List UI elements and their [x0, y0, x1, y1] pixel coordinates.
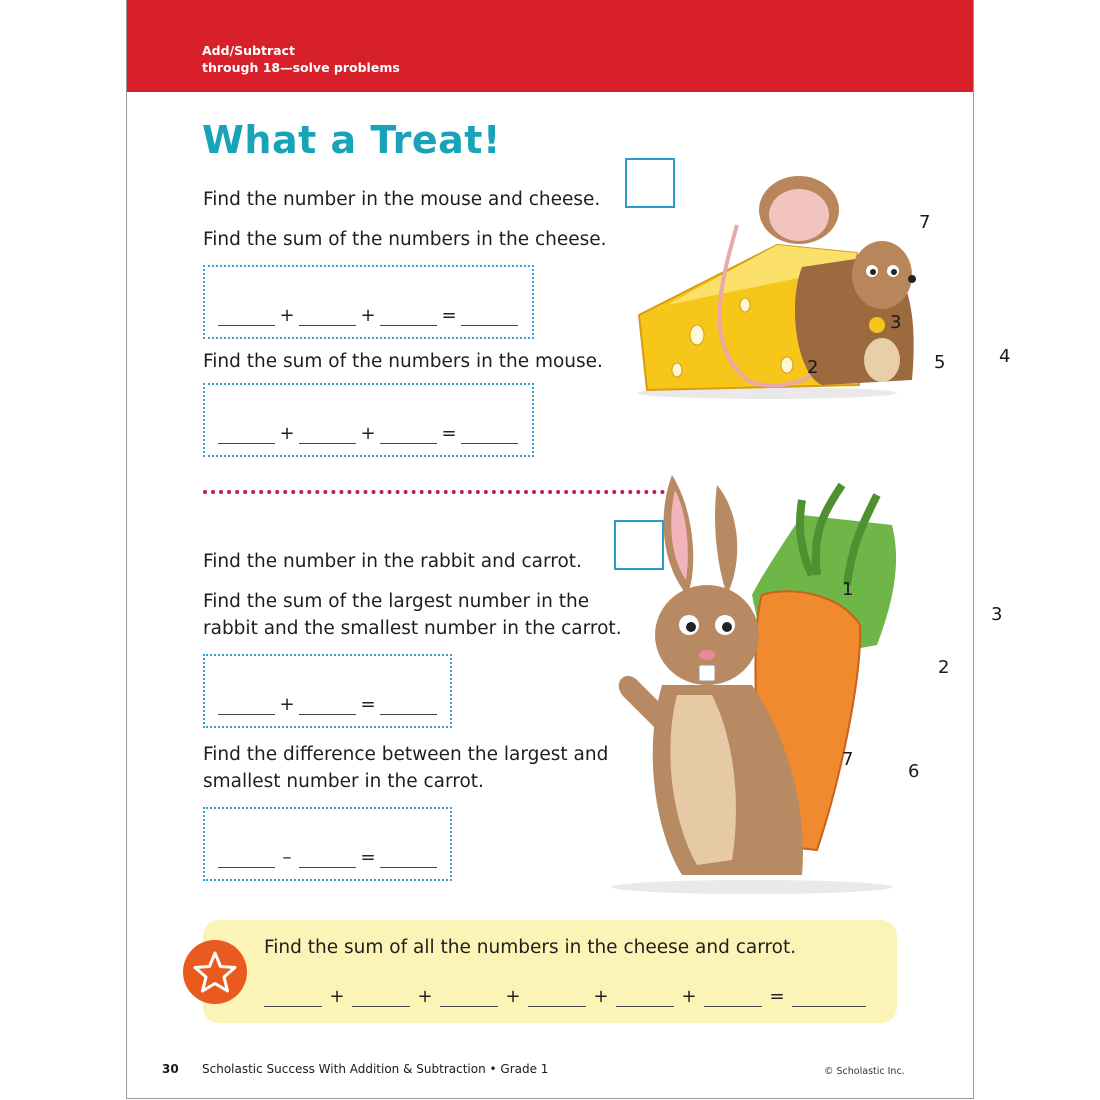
cheese-sum-equation [218, 305, 518, 326]
answer-blank[interactable] [380, 694, 437, 715]
answer-blank[interactable] [380, 423, 437, 444]
answer-blank[interactable] [616, 986, 674, 1007]
mouse-sum-equation-box [203, 383, 534, 457]
answer-blank[interactable] [461, 423, 518, 444]
question-line: Find the sum of the largest number in the [203, 591, 590, 612]
book-title: Scholastic Success With Addition & Subtraction • Grade 1 [202, 1062, 549, 1076]
question-line: smallest number in the carrot. [203, 771, 484, 792]
question-rabbit-carrot-sum [203, 588, 622, 642]
answer-blank[interactable] [299, 305, 356, 326]
page-number: 30 [162, 1062, 179, 1076]
question-line: rabbit and the smallest number in the carrot. [203, 618, 622, 639]
mouse-belly [864, 338, 900, 382]
operator: = [360, 694, 376, 715]
challenge-question: Find the sum of all the numbers in the cheese and carrot. [264, 937, 797, 958]
operator: = [441, 305, 457, 326]
mouse-head [852, 241, 912, 309]
copyright: © Scholastic Inc. [824, 1066, 905, 1077]
challenge-badge [183, 940, 247, 1004]
answer-blank[interactable] [299, 847, 356, 868]
cheese-crumb [869, 317, 885, 333]
number-label: 3 [991, 604, 1003, 625]
challenge-equation [264, 986, 866, 1007]
answer-blank[interactable] [528, 986, 586, 1007]
answer-blank[interactable] [380, 847, 437, 868]
number-label: 3 [890, 312, 902, 333]
operator: = [360, 847, 376, 868]
operator: + [329, 986, 345, 1007]
answer-blank[interactable] [218, 694, 275, 715]
shadow [612, 880, 892, 894]
answer-blank[interactable] [792, 986, 866, 1007]
star-icon [183, 940, 247, 1004]
answer-blank[interactable] [380, 305, 437, 326]
challenge-panel [203, 920, 897, 1023]
number-label: 4 [999, 346, 1011, 367]
operator: + [417, 986, 433, 1007]
number-label: 6 [908, 761, 920, 782]
number-label: 5 [934, 352, 946, 373]
operator: + [279, 305, 295, 326]
mouse-cheese-illustration [627, 175, 1011, 410]
answer-blank[interactable] [218, 847, 275, 868]
question-line: Find the difference between the largest and [203, 744, 609, 765]
page-title: What a Treat! [202, 118, 501, 162]
operator: + [681, 986, 697, 1007]
number-label: 7 [919, 212, 931, 233]
answer-blank[interactable] [440, 986, 498, 1007]
answer-blank[interactable] [352, 986, 410, 1007]
answer-blank[interactable] [299, 694, 356, 715]
rabbit-ear-right [715, 485, 737, 595]
answer-blank[interactable] [218, 305, 275, 326]
question-mouse-cheese-number: Find the number in the mouse and cheese. [203, 189, 601, 210]
answer-blank[interactable] [264, 986, 322, 1007]
number-label: 1 [842, 579, 854, 600]
operator: + [279, 694, 295, 715]
skill-label-line2: through 18—solve problems [202, 60, 400, 75]
operator: + [279, 423, 295, 444]
number-label: 2 [938, 657, 950, 678]
operator: + [593, 986, 609, 1007]
answer-blank[interactable] [299, 423, 356, 444]
skill-label-line1: Add/Subtract [202, 43, 295, 58]
carrot-difference-equation-box [203, 807, 452, 881]
operator: = [769, 986, 785, 1007]
number-label: 7 [842, 749, 854, 770]
operator: + [505, 986, 521, 1007]
question-mouse-sum: Find the sum of the numbers in the mouse. [203, 351, 603, 372]
operator: + [360, 305, 376, 326]
carrot-difference-equation [218, 847, 437, 868]
answer-blank[interactable] [218, 423, 275, 444]
number-label: 2 [807, 357, 819, 378]
answer-blank[interactable] [461, 305, 518, 326]
rabbit-carrot-sum-equation-box [203, 654, 452, 728]
question-carrot-difference [203, 741, 608, 795]
cheese-sum-equation-box [203, 265, 534, 339]
rabbit-carrot-sum-equation [218, 694, 437, 715]
question-rabbit-carrot-number: Find the number in the rabbit and carrot. [203, 551, 582, 572]
operator: = [441, 423, 457, 444]
skill-label [202, 42, 400, 76]
question-cheese-sum: Find the sum of the numbers in the cheese. [203, 229, 607, 250]
worksheet-page [126, 0, 1011, 1099]
answer-blank[interactable] [704, 986, 762, 1007]
header-banner [127, 0, 973, 92]
rabbit-carrot-illustration [602, 455, 1003, 900]
operator: – [282, 847, 292, 868]
operator: + [360, 423, 376, 444]
mouse-sum-equation [218, 423, 518, 444]
